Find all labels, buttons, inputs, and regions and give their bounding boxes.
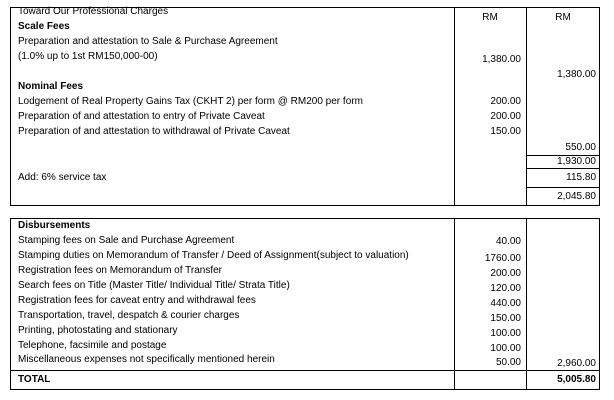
disbursement-label: Search fees on Title (Master Title/ Individual Title/ Strata Title)	[18, 280, 290, 291]
nominal-fee-amount: 150.00	[490, 126, 521, 137]
disbursement-amount: 200.00	[490, 268, 521, 279]
scale-fees-line-1: Preparation and attestation to Sale & Purchase Agreement	[18, 36, 278, 47]
charges-title: Toward Our Professional Charges	[18, 6, 169, 17]
disbursement-label: Telephone, facsimile and postage	[18, 340, 167, 351]
disbursement-label: Stamping fees on Sale and Purchase Agreement	[18, 235, 235, 246]
total-before-tax: 1,930.00	[557, 156, 596, 167]
disbursement-amount: 50.00	[495, 357, 521, 368]
disbursement-label: Registration fees on Memorandum of Transfer	[18, 265, 222, 276]
disbursement-amount: 40.00	[495, 236, 521, 247]
nominal-fee-amount: 200.00	[490, 111, 521, 122]
disbursement-amount: 440.00	[490, 298, 521, 309]
total-row-rule	[10, 370, 600, 371]
disbursement-amount: 100.00	[490, 328, 521, 339]
disbursement-amount: 100.00	[490, 343, 521, 354]
subtotal-rule	[526, 187, 600, 188]
scale-fees-subtotal: 1,380.00	[557, 69, 596, 80]
col-header-rm-1: RM	[482, 12, 498, 23]
disbursement-label: Printing, photostating and stationary	[18, 325, 178, 336]
nominal-fee-label: Preparation of and attestation to entry of Private Caveat	[18, 111, 265, 122]
disbursement-label: Transportation, travel, despatch & courier charges	[18, 310, 240, 321]
scale-fees-amount: 1,380.00	[482, 54, 521, 65]
disbursement-label: Miscellaneous expenses not specifically mentioned herein	[18, 354, 275, 365]
disbursements-heading: Disbursements	[18, 220, 91, 231]
disbursement-amount: 1760.00	[484, 253, 521, 264]
col-header-rm-2: RM	[555, 12, 571, 23]
disbursements-subtotal: 2,960.00	[557, 358, 596, 369]
disbursement-amount: 150.00	[490, 313, 521, 324]
nominal-fee-label: Lodgement of Real Property Gains Tax (CKHT 2) per form @ RM200 per form	[18, 96, 363, 107]
subtotal-rule	[526, 168, 600, 169]
nominal-fee-amount: 200.00	[490, 96, 521, 107]
nominal-fee-label: Preparation of and attestation to withdrawal of Private Caveat	[18, 126, 290, 137]
scale-fees-heading: Scale Fees	[18, 21, 70, 32]
service-tax-amount: 115.80	[566, 172, 596, 183]
total-label: TOTAL	[18, 374, 51, 385]
service-tax-label: Add: 6% service tax	[18, 172, 107, 183]
nominal-fees-subtotal: 550.00	[565, 142, 596, 153]
total-amount: 5,005.80	[557, 374, 596, 385]
charges-grand-total: 2,045.80	[557, 191, 596, 202]
disbursement-label: Stamping duties on Memorandum of Transfer / Deed of Assignment(subject to valuation)	[18, 250, 409, 261]
nominal-fees-heading: Nominal Fees	[18, 81, 84, 92]
disbursement-amount: 120.00	[490, 283, 521, 294]
disbursement-label: Registration fees for caveat entry and withdrawal fees	[18, 295, 256, 306]
scale-fees-line-2: (1.0% up to 1st RM150,000-00)	[18, 51, 158, 62]
